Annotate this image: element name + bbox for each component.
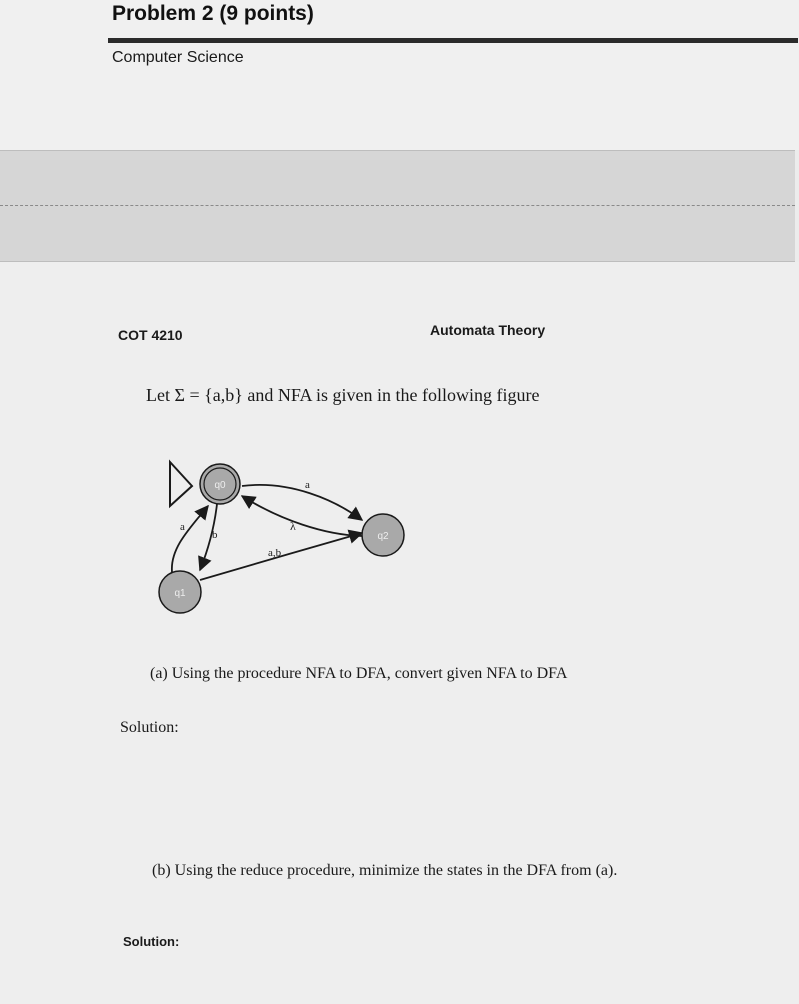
state-q2-label: q2 (377, 531, 389, 542)
question-part-a: (a) Using the procedure NFA to DFA, convert given NFA to DFA (150, 665, 568, 682)
edge-label-q0-q1: b (212, 529, 218, 541)
question-part-b: (b) Using the reduce procedure, minimize the states in the DFA from (a). (152, 862, 618, 879)
problem-intro: Let Σ = {a,b} and NFA is given in the following figure (146, 385, 540, 405)
edge-label-q2-q0: λ (290, 519, 296, 533)
state-q1 (159, 571, 201, 613)
edge-label-q1-q2: a,b (268, 547, 282, 559)
nfa-diagram (150, 440, 430, 630)
start-arrow-icon (170, 462, 192, 506)
state-q0-label: q0 (214, 480, 226, 491)
solution-b-label: Solution: (123, 934, 180, 949)
edge-label-q1-q0: a (180, 521, 185, 533)
edge-q2-q0 (242, 496, 362, 536)
solution-a-label: Solution: (120, 719, 179, 736)
dashed-divider (0, 205, 795, 206)
title-rule (108, 38, 798, 43)
subject-label: Computer Science (112, 49, 244, 66)
edge-q0-q2 (242, 485, 362, 520)
edge-label-q0-q2: a (305, 479, 310, 491)
state-q0 (200, 464, 240, 504)
course-name: Automata Theory (430, 322, 546, 338)
course-code: COT 4210 (118, 327, 183, 343)
problem-title: Problem 2 (9 points) (112, 2, 314, 25)
gray-separator-band (0, 150, 795, 262)
worksheet (0, 262, 799, 1004)
state-q1-label: q1 (174, 588, 186, 599)
state-q2 (362, 514, 404, 556)
